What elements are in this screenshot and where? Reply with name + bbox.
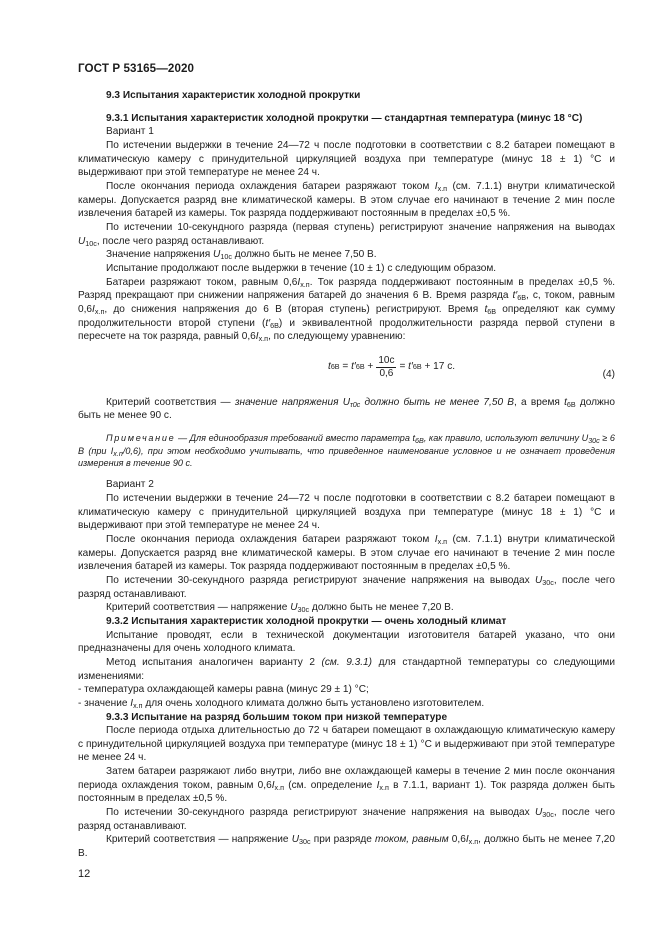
paragraph: Испытание продолжают после выдержки в течение (10 ± 1) с следующим образом. bbox=[106, 262, 497, 274]
paragraph: Затем батареи разряжают либо внутри, либо вне охлаждающей камеры в течение 2 мин после окончания периода охлаждения током, равным $0,6I_{х.п}$ (см. определение $I_{х.п}$ в 7.1.1, вариант 1). Ток разряда должен быть постоянным в пределах ±0,5 %. bbox=[78, 766, 615, 805]
paragraph: Батареи разряжают током, равным $0,6I_{х.п}$. Ток разряда поддерживают постоянным в пределах ±0,5 %. Разряд прекращают при снижении напряжения батарей до значения 6 В. Время разряда $t'_{6В}$, с, током, равным $0,6I_{х.п}$, до снижения напряжения до 6 В (вторая ступень) регистрируют. Время $t_{6В}$ определяют как сумму продолжительности второй ступени $(t'_{6В})$ и эквивалентной продолжительности разряда первой ступени в пересчете на ток разряда, равный $0,6I_{х.п}$, по следующему уравнению: bbox=[78, 276, 616, 344]
paragraph: После окончания периода охлаждения батареи разряжают током $I_{х.п}$ (см. 7.1.1) внутри климатической камеры. Допускается разряд вне климатической камеры. В этом случае его начинают в течение 2 мин после извлечения батарей из камеры. Ток разряда поддерживают постоянным в пределах ±0,5 %. bbox=[78, 180, 616, 220]
paragraph: Метод испытания аналогичен варианту 2 (см. 9.3.1) для стандартной температуры со следующими изменениями: bbox=[78, 656, 616, 682]
equation-body: t 6В = t′ 6В + $\frac{10с}{0,6}$ = t′ 6В + 17 с. bbox=[328, 354, 456, 379]
equation-4 bbox=[78, 351, 615, 391]
note: Примечание — Для единообразия требований вместо параметра $t_{6В}$, как правило, используют величину $U_{30с} \ge 6$ В (при $I_{х.п}/0,6$), при этом необходимо учитывать, что приведенное наименование условное и не означает проведения измерения в течение 90 с. bbox=[78, 433, 615, 468]
paragraph: По истечении выдержки в течение 24—72 ч после подготовки в соответствии с 8.2 батареи помещают в климатическую камеру с принудительной циркуляцией воздуха при температуре (минус 18 ± 1) °С и выдерживают при этой температуре не менее 24 ч. bbox=[78, 493, 615, 532]
variant-1-label: Вариант 1 bbox=[106, 126, 154, 138]
paragraph: По истечении 30-секундного разряда регистрируют значение напряжения на выводах $U_{30с}$, после чего разряд останавливают. bbox=[78, 807, 615, 832]
variant-2-label: Вариант 2 bbox=[106, 479, 154, 491]
section-9-3-2-title: 9.3.2 Испытания характеристик холодной прокрутки — очень холодный климат bbox=[106, 615, 507, 627]
paragraph: По истечении 10-секундного разряда (первая ступень) регистрируют значение напряжения на выводах $U_{10с}$, после чего разряд останавливают. bbox=[78, 221, 615, 248]
section-9-3-1-title: 9.3.1 Испытания характеристик холодной прокрутки — стандартная температура (минус 18 °С) bbox=[106, 112, 583, 124]
list-item: - температура охлаждающей камеры равна (минус 29 ± 1) °С; bbox=[78, 684, 369, 696]
criterion: Критерий соответствия — значение напряжения $U_{\tau 0с}$ должно быть не менее 7,50 В, а время $t_{6В}$ должно быть не менее 90 с. bbox=[78, 396, 615, 422]
list-item: - значение $I_{х.п}$ для очень холодного климата должно быть установлено изготовителем. bbox=[78, 697, 485, 710]
document-body bbox=[78, 89, 615, 861]
paragraph: Испытание проводят, если в технической документации изготовителя батарей указано, что они предназначены для очень холодного климата. bbox=[78, 629, 615, 655]
paragraph: После окончания периода охлаждения батареи разряжают током $I_{х.п}$ (см. 7.1.1) внутри климатической камеры. Допускается разряд вне климатической камеры. В этом случае его начинают в течение 2 мин после извлечения батарей из камеры. Ток разряда поддерживают постоянным в пределах ±0,5 %. bbox=[78, 533, 616, 573]
criterion: Критерий соответствия — напряжение $U_{30с}$ при разряде током, равным $0,6I_{х.п}$, должно быть не менее 7,20 В. bbox=[78, 834, 616, 860]
section-9-3-3-title: 9.3.3 Испытание на разряд большим током при низкой температуре bbox=[106, 711, 448, 723]
paragraph: Значение напряжения $U_{10с}$ должно быть не менее 7,50 В. bbox=[106, 249, 377, 262]
paragraph: По истечении выдержки в течение 24—72 ч после подготовки в соответствии с 8.2 батареи помещают в климатическую камеру с принудительной циркуляцией воздуха при температуре (минус 18 ± 1) °С и выдерживают при этой температуре не менее 24 ч. bbox=[78, 139, 615, 179]
standard-header: ГОСТ Р 53165—2020 bbox=[78, 62, 195, 75]
equation-fraction: $\frac{10с}{0,6}$ bbox=[378, 354, 395, 379]
equation-number: (4) bbox=[602, 368, 615, 380]
criterion: Критерий соответствия — напряжение $U_{30с}$ должно быть не менее 7,20 В. bbox=[106, 602, 454, 615]
paragraph: После периода отдыха длительностью до 72 ч батареи помещают в охлаждающую климатическую камеру с принудительной циркуляцией воздуха при температуре (минус 18 ± 1) °С и выдерживают при этой температуре не менее 24 ч. bbox=[78, 725, 615, 764]
paragraph: По истечении 30-секундного разряда регистрируют значение напряжения на выводах $U_{30с}$, после чего разряд останавливают. bbox=[78, 574, 615, 600]
section-9-3-title: 9.3 Испытания характеристик холодной прокрутки bbox=[106, 90, 361, 101]
page-number: 12 bbox=[78, 868, 91, 880]
